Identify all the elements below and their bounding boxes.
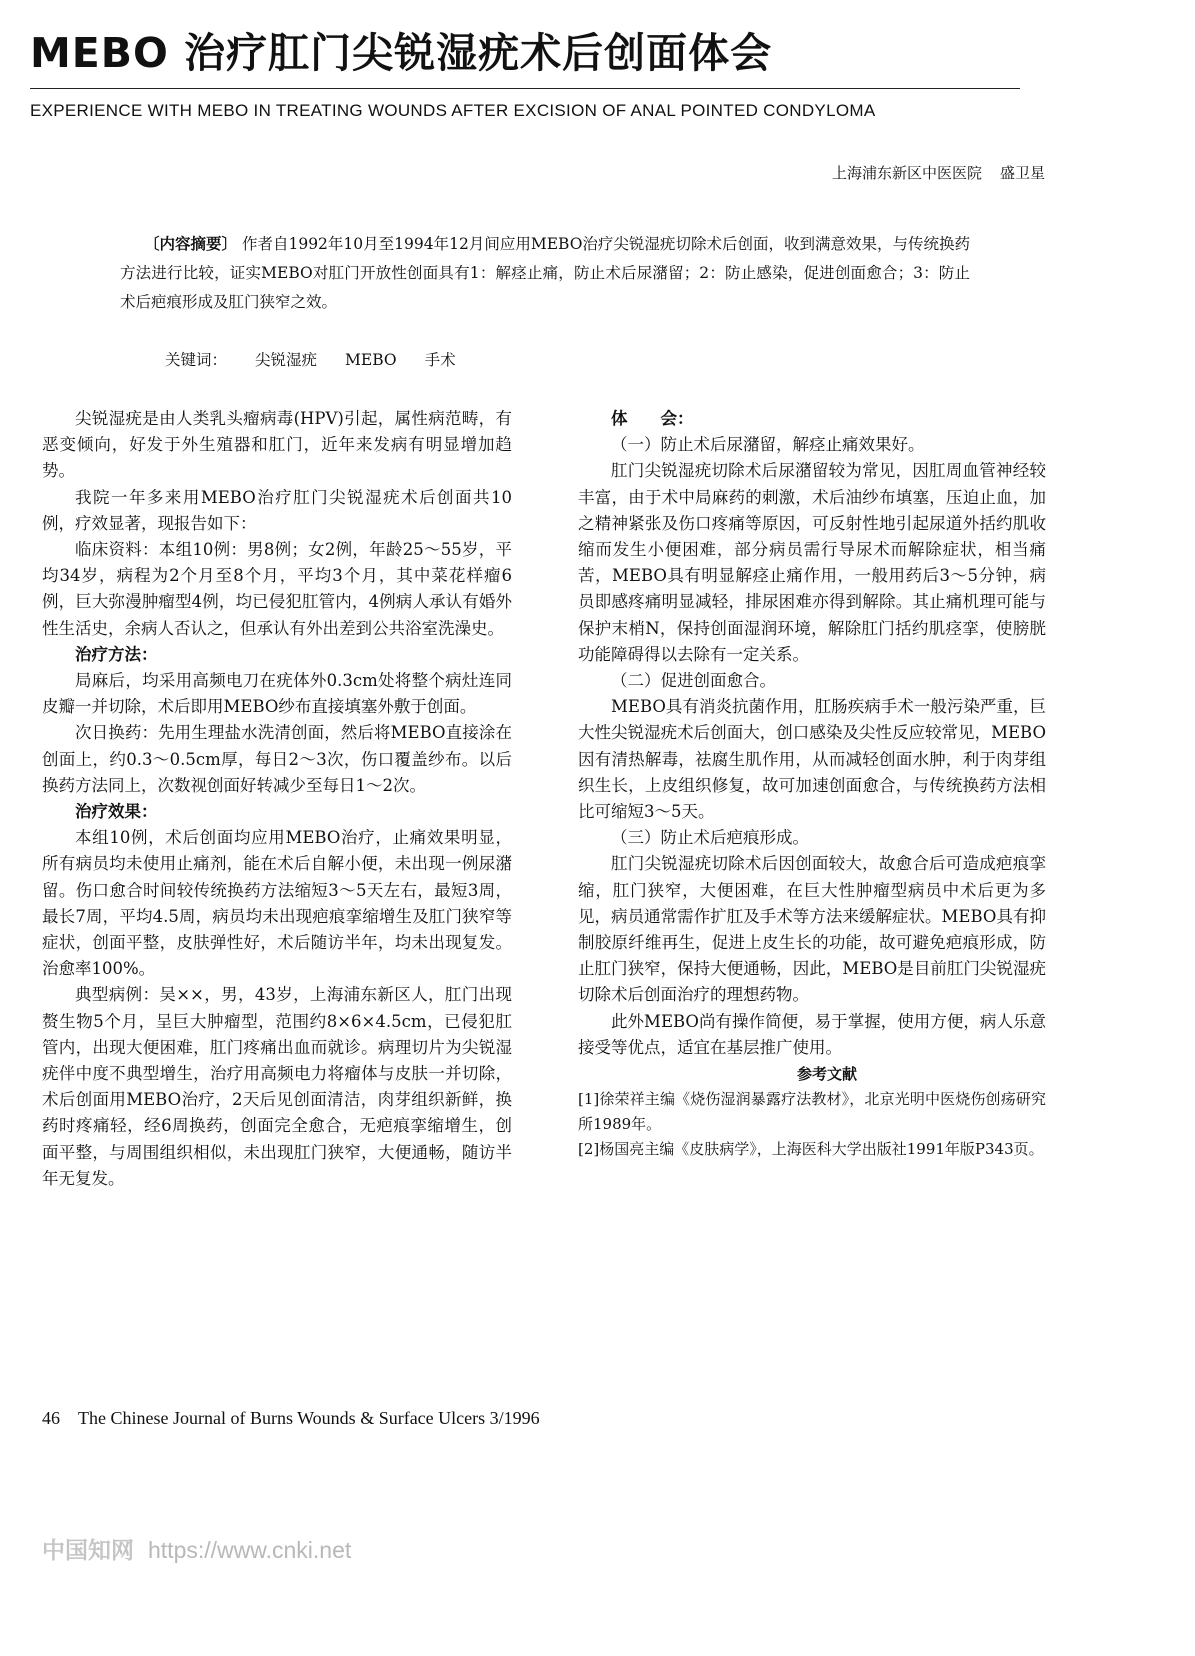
abstract-label: 〔内容摘要〕 — [144, 235, 238, 253]
article-title-english: EXPERIENCE WITH MEBO IN TREATING WOUNDS AFTER EXCISION OF ANAL POINTED CONDYLOMA — [30, 101, 876, 120]
body-paragraph: 局麻后，均采用高频电刀在疣体外0.3cm处将整个病灶连同皮瓣一并切除，术后即用MEBO纱布直接填塞外敷于创面。 — [42, 671, 512, 717]
body-paragraph: 我院一年多来用MEBO治疗肛门尖锐湿疣术后创面共10例，疗效显著，现报告如下： — [42, 487, 512, 533]
title-rule — [30, 88, 1020, 89]
subsection-heading: （二）促进创面愈合。 — [611, 671, 776, 691]
body-paragraph: 临床资料：本组10例：男8例；女2例，年龄25～55岁，平均34岁，病程为2个月至8个月，平均3个月，其中菜花样瘤6例，巨大弥漫肿瘤型4例，均已侵犯肛管内，4例病人承认有婚外性生活史，余病人否认之，但承认有外出差到公共浴室洗澡史。 — [42, 540, 512, 638]
cnki-watermark — [42, 1532, 351, 1565]
body-paragraph: 次日换药：先用生理盐水洗清创面，然后将MEBO直接涂在创面上，约0.3～0.5cm厚，每日2～3次，伤口覆盖纱布。以后换药方法同上，次数视创面好转减少至每日1～2次。 — [42, 723, 512, 795]
keywords — [165, 348, 456, 370]
body-paragraph: 典型病例：吴××，男，43岁，上海浦东新区人，肛门出现赘生物5个月，呈巨大肿瘤型，范围约8×6×4.5cm，已侵犯肛管内，出现大便困难，肛门疼痛出血而就诊。病理切片为尖锐湿疣伴中度不典型增生，治疗用高频电力将瘤体与皮肤一并切除，术后创面用MEBO治疗，2天后见创面清洁，肉芽组织新鲜，换药时疼痛轻，经6周换药，创面完全愈合，无疤痕挛缩增生，创面平整，与周围组织相似，未出现肛门狭窄，大便通畅，随访半年无复发。 — [42, 985, 512, 1188]
keyword: 尖锐湿疣 — [255, 351, 318, 369]
keyword: MEBO — [345, 351, 397, 369]
reference-item: [2]杨国亮主编《皮肤病学》，上海医科大学出版社1991年版P343页。 — [578, 1140, 1044, 1159]
keywords-label: 关键词： — [165, 351, 228, 369]
author-name: 盛卫星 — [999, 164, 1045, 182]
body-paragraph: MEBO具有消炎抗菌作用，肛肠疾病手术一般污染严重，巨大性尖锐湿疣术后创面大，创口感染及尖性反应较常见，MEBO因有清热解毒，祛腐生肌作用，从而减轻创面水肿，利于肉芽组织生长，上皮组织修复，故可加速创面愈合，与传统换药方法相比可缩短3～5天。 — [578, 697, 1046, 822]
subsection-heading: （三）防止术后疤痕形成。 — [611, 828, 809, 848]
author-affiliation: 上海浦东新区中医医院 — [831, 164, 982, 182]
section-heading: 体 会： — [611, 409, 694, 428]
author-line — [832, 162, 1045, 183]
body-paragraph: 此外MEBO尚有操作简便，易于掌握，使用方便，病人乐意接受等优点，适宜在基层推广使用。 — [578, 1011, 1046, 1057]
references-heading: 参考文献 — [796, 1065, 857, 1084]
cnki-url: https://www.cnki.net — [148, 1537, 352, 1563]
journal-name: The Chinese Journal of Burns Wounds & Surface Ulcers 3/1996 — [78, 1408, 540, 1428]
cnki-logo: 中国知网 — [42, 1538, 134, 1564]
subsection-heading: （一）防止术后尿潴留，解痉止痛效果好。 — [611, 435, 925, 455]
body-right-column — [578, 406, 1046, 1162]
abstract-text: 作者自1992年10月至1994年12月间应用MEBO治疗尖锐湿疣切除术后创面，收到满意效果，与传统换药方法进行比较，证实MEBO对肛门开放性创面具有1：解痉止痛，防止术后尿潴留；2：防止感染，促进创面愈合；3：防止术后疤痕形成及肛门狭窄之效。 — [120, 235, 970, 311]
page-number: 46 — [42, 1408, 60, 1428]
body-paragraph: 肛门尖锐湿疣切除术后尿潴留较为常见，因肛周血管神经较丰富，由于术中局麻药的刺激，术后油纱布填塞，压迫止血，加之精神紧张及伤口疼痛等原因，可反射性地引起尿道外括约肌收缩而发生小便困难，部分病员需行导尿术而解除症状，相当痛苦，MEBO具有明显解痉止痛作用，一般用药后3～5分钟，病员即感疼痛明显减轻，排尿困难亦得到解除。其止痛机理可能与保护末梢N，保持创面湿润环境，解除肛门括约肌痉挛，使膀胱功能障碍得以去除有一定关系。 — [578, 461, 1046, 664]
abstract-paragraph — [120, 230, 970, 317]
body-paragraph: 尖锐湿疣是由人类乳头瘤病毒(HPV)引起，属性病范畴，有恶变倾向，好发于外生殖器和肛门，近年来发病有明显增加趋势。 — [42, 409, 512, 481]
body-paragraph: 肛门尖锐湿疣切除术后因创面较大，故愈合后可造成疤痕挛缩，肛门狭窄，大便困难，在巨大性肿瘤型病员中术后更为多见，病员通常需作扩肛及手术等方法来缓解症状。MEBO具有抑制胶原纤维再生，促进上皮生长的功能，故可避免疤痕形成，防止肛门狭窄，保持大便通畅，因此，MEBO是目前肛门尖锐湿疣切除术后创面治疗的理想药物。 — [578, 854, 1046, 1005]
section-heading: 治疗效果： — [75, 802, 158, 822]
keyword: 手术 — [424, 351, 456, 369]
abstract — [120, 230, 970, 317]
body-left-column — [42, 406, 512, 1192]
reference-item: [1]徐荣祥主编《烧伤湿润暴露疗法教材》，北京光明中医烧伤创疡研究所1989年。 — [578, 1090, 1046, 1134]
body-paragraph: 本组10例，术后创面均应用MEBO治疗，止痛效果明显，所有病员均未使用止痛剂，能在术后自解小便，未出现一例尿潴留。伤口愈合时间较传统换药方法缩短3～5天左右，最短3周，最长7周，平均4.5周，病员均未出现疤痕挛缩增生及肛门狭窄等症状，创面平整，皮肤弹性好，术后随访半年，均未出现复发。治愈率100%。 — [42, 828, 512, 979]
section-heading: 治疗方法： — [75, 644, 158, 664]
page-footer — [42, 1408, 540, 1429]
article-title: MEBO 治疗肛门尖锐湿疣术后创面体会 — [30, 29, 773, 77]
